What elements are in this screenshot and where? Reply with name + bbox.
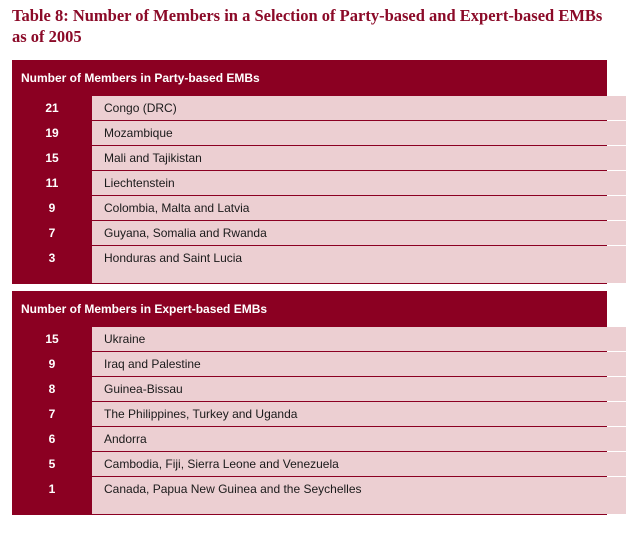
member-count: 11 bbox=[45, 176, 59, 190]
table-row bbox=[12, 327, 607, 352]
country-list: Ukraine bbox=[92, 327, 626, 351]
table-row bbox=[12, 171, 607, 196]
table-row bbox=[12, 96, 607, 121]
table-row bbox=[12, 477, 607, 515]
member-count: 9 bbox=[48, 201, 56, 215]
country-list: Congo (DRC) bbox=[92, 96, 626, 120]
member-count: 15 bbox=[45, 151, 59, 165]
table-row bbox=[12, 246, 607, 284]
table-row bbox=[12, 196, 607, 221]
country-list: Iraq and Palestine bbox=[92, 352, 626, 376]
country-list: Mali and Tajikistan bbox=[92, 146, 626, 170]
table-row bbox=[12, 452, 607, 477]
member-count: 1 bbox=[48, 482, 56, 496]
country-list: Guinea-Bissau bbox=[92, 377, 626, 401]
table-row bbox=[12, 402, 607, 427]
country-list: Liechtenstein bbox=[92, 171, 626, 195]
country-list: Colombia, Malta and Latvia bbox=[92, 196, 626, 220]
table-row bbox=[12, 377, 607, 402]
table-title: Table 8: Number of Members in a Selection of Party-based and Expert-based EMBs as of 2005 bbox=[12, 6, 603, 46]
member-count: 9 bbox=[48, 357, 56, 371]
table-row bbox=[12, 121, 607, 146]
member-count: 3 bbox=[48, 251, 56, 265]
member-count: 7 bbox=[48, 407, 56, 421]
country-list: Andorra bbox=[92, 427, 626, 451]
member-count: 19 bbox=[45, 126, 59, 140]
expert-based-header: Number of Members in Expert-based EMBs bbox=[21, 302, 268, 316]
member-count: 21 bbox=[45, 101, 59, 115]
country-list: Canada, Papua New Guinea and the Seychelles bbox=[92, 477, 626, 514]
country-list: The Philippines, Turkey and Uganda bbox=[92, 402, 626, 426]
table-row bbox=[12, 221, 607, 246]
member-count: 6 bbox=[48, 432, 56, 446]
party-based-header: Number of Members in Party-based EMBs bbox=[21, 71, 260, 85]
member-count: 5 bbox=[48, 457, 56, 471]
table-row bbox=[12, 352, 607, 377]
table-row bbox=[12, 146, 607, 171]
country-list: Honduras and Saint Lucia bbox=[92, 246, 626, 283]
party-based-section bbox=[12, 60, 607, 284]
member-count: 7 bbox=[48, 226, 56, 240]
member-count: 15 bbox=[45, 332, 59, 346]
country-list: Mozambique bbox=[92, 121, 626, 145]
member-count: 8 bbox=[48, 382, 56, 396]
country-list: Guyana, Somalia and Rwanda bbox=[92, 221, 626, 245]
table-row bbox=[12, 427, 607, 452]
country-list: Cambodia, Fiji, Sierra Leone and Venezuela bbox=[92, 452, 626, 476]
expert-based-section bbox=[12, 291, 607, 515]
